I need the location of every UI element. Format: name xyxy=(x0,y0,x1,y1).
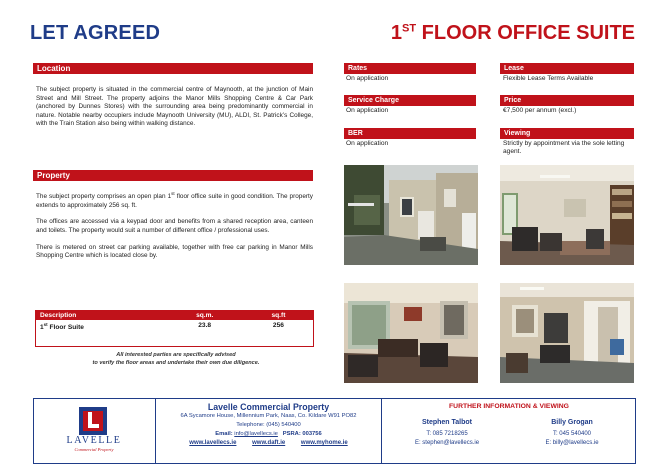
company-details xyxy=(156,399,382,463)
rates-heading: Rates xyxy=(344,63,476,74)
col-sqft: sq.ft xyxy=(244,311,314,320)
logo-tagline: Commercial Property xyxy=(74,447,114,452)
link-lavellecs[interactable]: www.lavellecs.ie xyxy=(189,440,237,446)
link-myhome[interactable]: www.myhome.ie xyxy=(300,440,348,446)
col-sqm: sq.m. xyxy=(166,311,244,320)
location-text: The subject property is situated in the commercial centre of Maynooth, at the junction of Main Street and Mill Street. The property adjoins the Manor Mills Shopping Centre & Car Park (anchored by Dunnes Stores) with the surrounding area being predominantly commercial in nature. Notable nearby occupiers include Maynooth University (MU), ALDI, St. Patrick’s College, with the Train Station also being within walking distance. xyxy=(36,86,313,128)
lease-heading: Lease xyxy=(500,63,634,74)
company-name: Lavelle Commercial Property xyxy=(207,402,330,412)
company-address: 6A Sycamore House, Millennium Park, Naas, Co. Kildare W91 PO82 xyxy=(180,413,357,419)
agent-billy xyxy=(512,419,632,448)
location-heading: Location xyxy=(33,63,313,74)
agent-phone: T: 045 540400 xyxy=(552,431,592,437)
agent-email[interactable]: E: billy@lavellecs.ie xyxy=(545,440,599,446)
website-links xyxy=(156,440,381,446)
footer xyxy=(33,398,636,464)
logo-wordmark: LAVELLE xyxy=(66,435,122,446)
col-description: Description xyxy=(36,311,166,320)
further-info-heading: FURTHER INFORMATION & VIEWING xyxy=(449,403,569,410)
page-title: 1ST FLOOR OFFICE SUITE xyxy=(390,22,635,44)
viewing-heading: Viewing xyxy=(500,128,634,139)
property-heading: Property xyxy=(33,170,313,181)
property-text: The subject property comprises an open plan 1st floor office suite in good condition. The property extends to approximately 256 sq. ft. The offices are accessed via a keypad door and benefits from a shared reception area, canteen and toilets. The property would suit a number of different office / professional uses. There is metered on street car parking available, together with free car parking in Manor Mills Shopping Centre which is located close by. xyxy=(36,191,313,260)
lease-value: Flexible Lease Terms Available xyxy=(503,75,594,82)
company-telephone: Telephone: (045) 540400 xyxy=(236,422,301,428)
agent-email[interactable]: E: stephen@lavellecs.ie xyxy=(414,440,480,446)
agent-phone: T: 085 7218265 xyxy=(426,431,468,437)
link-daft[interactable]: www.daft.ie xyxy=(252,440,286,446)
office-interior-photo-1 xyxy=(500,165,634,265)
ber-value: On application xyxy=(346,140,389,147)
company-email-link[interactable]: info@lavellecs.ie xyxy=(234,431,278,437)
rates-value: On application xyxy=(346,75,389,82)
company-logo xyxy=(34,399,156,463)
row-sqft: 256 xyxy=(272,321,284,329)
office-interior-photo-2 xyxy=(344,283,478,383)
status-heading: LET AGREED xyxy=(30,22,161,44)
agent-name: Stephen Talbot xyxy=(421,419,473,426)
viewing-value: Strictly by appointment via the sole letting agent. xyxy=(503,140,625,156)
office-interior-photo-3 xyxy=(500,283,634,383)
area-table xyxy=(35,310,314,347)
price-value: €7,500 per annum (excl.) xyxy=(503,107,577,114)
company-email-line: Email: info@lavellecs.ie PSRA: 003756 xyxy=(215,431,322,437)
row-sqm: 23.8 xyxy=(198,321,212,329)
agent-stephen xyxy=(387,419,507,448)
row-description: 1st Floor Suite xyxy=(40,321,84,331)
agent-name: Billy Grogan xyxy=(551,419,593,426)
ber-heading: BER xyxy=(344,128,476,139)
exterior-courtyard-photo xyxy=(344,165,478,265)
service-charge-value: On application xyxy=(346,107,389,114)
further-info xyxy=(382,399,636,463)
table-row xyxy=(36,320,314,347)
service-charge-heading: Service Charge xyxy=(344,95,476,106)
lavelle-logo-icon xyxy=(79,407,107,435)
price-heading: Price xyxy=(500,95,634,106)
disclaimer: All interested parties are specifically advised to verify the floor areas and undertake their own due diligence. xyxy=(92,352,260,366)
